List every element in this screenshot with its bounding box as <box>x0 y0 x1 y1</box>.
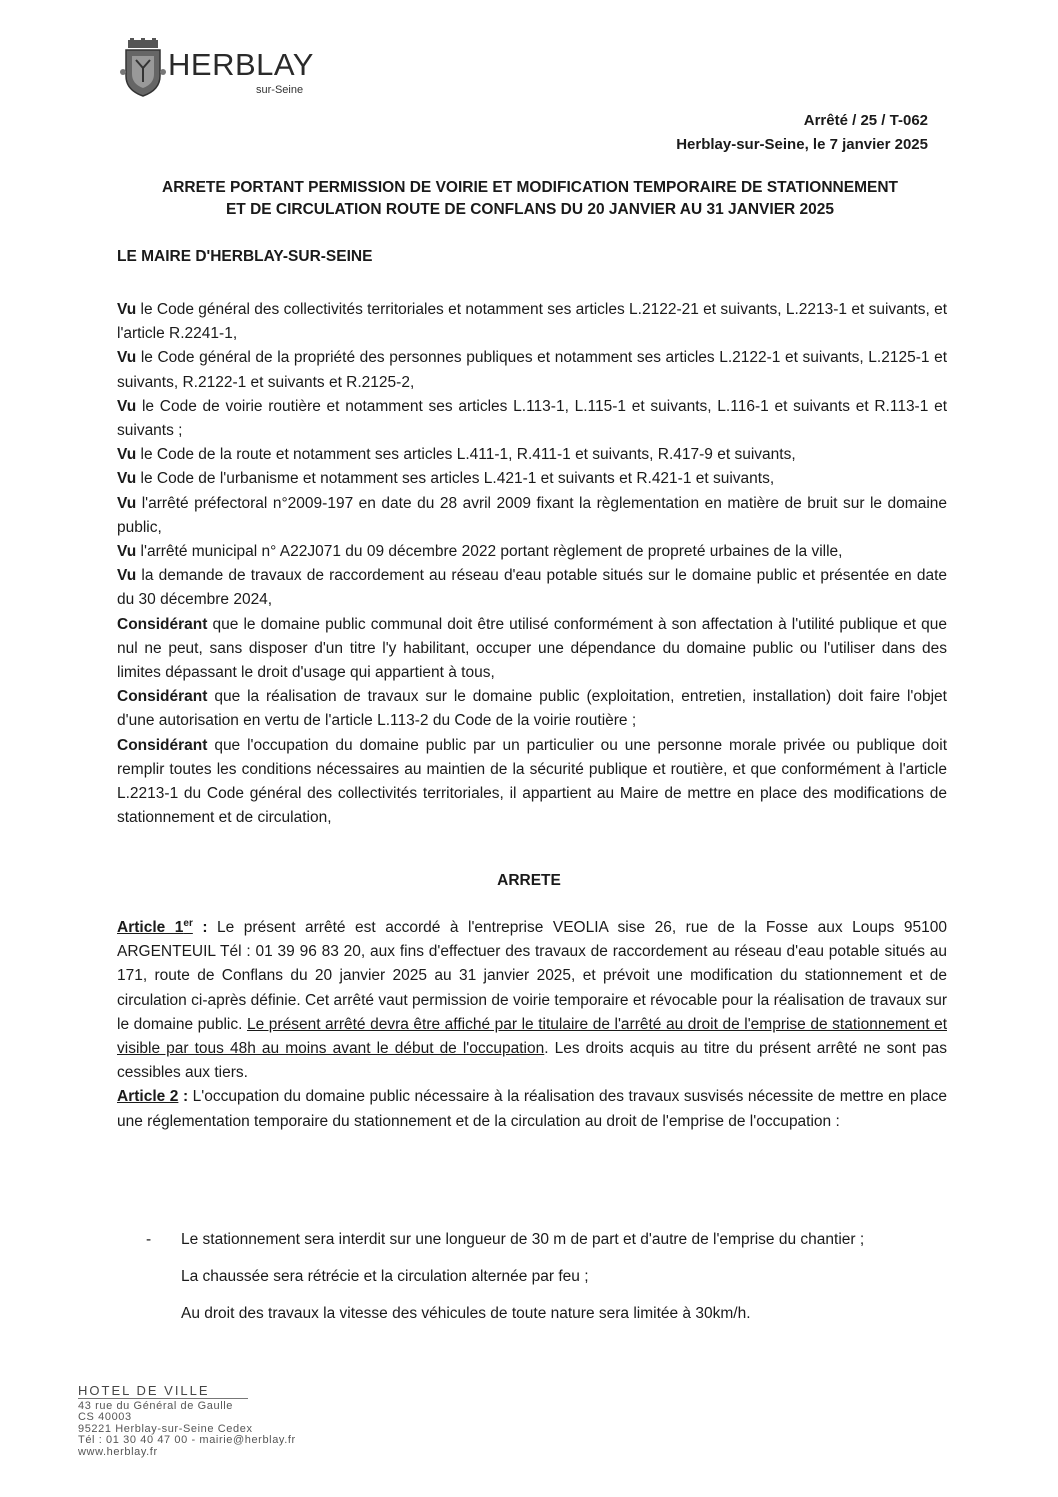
whereas-clause <box>117 540 947 564</box>
whereas-clause <box>117 395 947 443</box>
measure-text: Au droit des travaux la vitesse des véhicules de toute nature sera limitée à 30km/h. <box>181 1305 751 1322</box>
clause-lead: Vu <box>117 301 137 318</box>
clause-lead: Vu <box>117 494 137 512</box>
whereas-clause <box>117 685 947 733</box>
clause-text: le Code de l'urbanisme et notamment ses articles L.421-1 et suivants et R.421-1 et suivants, <box>136 470 775 488</box>
clause-lead: Vu <box>117 470 137 488</box>
clause-lead: Considérant <box>117 615 208 633</box>
footer-line: CS 40003 <box>78 1411 132 1423</box>
clause-lead: Considérant <box>117 688 208 706</box>
title-line-1: ARRETE PORTANT PERMISSION DE VOIRIE ET MODIFICATION TEMPORAIRE DE STATIONNEMENT <box>162 179 898 196</box>
whereas-clauses <box>117 298 947 830</box>
measure-item <box>140 1261 950 1293</box>
measure-item <box>140 1298 950 1330</box>
article-1-colon: : <box>192 919 208 936</box>
footer-line: www.herblay.fr <box>78 1445 158 1458</box>
footer-address <box>78 1385 296 1458</box>
city-crest-icon <box>118 38 168 98</box>
clause-text: le Code de voirie routière et notamment ses articles L.113-1, L.115-1 et suivants, L.116-1 et suivants et R.113-1 et suivants ; <box>117 397 947 440</box>
document-reference <box>676 109 928 157</box>
whereas-clause <box>117 734 947 831</box>
issuing-authority: LE MAIRE D'HERBLAY-SUR-SEINE <box>117 248 373 265</box>
city-logo <box>118 38 328 100</box>
clause-text: l'arrêté préfectoral n°2009-197 en date du 28 avril 2009 fixant la règlementation en matière de bruit sur le domaine public, <box>117 494 947 536</box>
whereas-clause <box>117 346 947 394</box>
clause-text: le Code général des collectivités territoriales et notamment ses articles L.2122-21 et suivants, L.2213-1 et suivants, et l'article R.2241-1, <box>117 301 947 343</box>
decision-heading: ARRETE <box>497 872 561 889</box>
measure-text: La chaussée sera rétrécie et la circulation alternée par feu ; <box>181 1268 589 1285</box>
whereas-clause <box>117 298 947 346</box>
clause-lead: Vu <box>117 543 137 561</box>
clause-text: le Code général de la propriété des personnes publiques et notamment ses articles L.2122-1 et suivants, L.2125-1 et suivants, R.2122-1 et suivants et R.2125-2, <box>117 349 947 391</box>
clause-text: la demande de travaux de raccordement au réseau d'eau potable situés sur le domaine public et présentée en date du 30 décembre 2024, <box>117 567 947 609</box>
article-1-notice: Le présent arrêté devra être affiché par le titulaire de l'arrêté au droit de l'emprise de stationnement et visible par tous 48h au moins avant le début de l'occupation <box>117 1015 947 1058</box>
clause-lead: Vu <box>117 567 137 585</box>
clause-text: que l'occupation du domaine public par un particulier ou une personne morale privée ou publique doit remplir toutes les conditions nécessaires au maintien de la sécurité publique et routière, et que conformément à l'article L.2213-1 du Code général des collectivités territoriales, il appartient au Maire de mettre en place des modifications de stationnement et de circulation, <box>117 736 947 827</box>
traffic-measures <box>140 1224 950 1335</box>
logo-name: HERBLAY <box>168 47 314 82</box>
clause-text: que le domaine public communal doit être utilisé conformément à son affectation à l'utilité publique et que nul ne peut, sans disposer d'un titre l'y habilitant, occuper une dépendance du domaine public ou l'utiliser dans des limites dépassant le droit d'usage qui appartient à tous, <box>117 615 947 682</box>
article-2-label: Article 2 <box>117 1088 179 1106</box>
list-dash: - <box>146 1231 152 1248</box>
title-line-2: ET DE CIRCULATION ROUTE DE CONFLANS DU 20 JANVIER AU 31 JANVIER 2025 <box>225 201 835 218</box>
logo-subtitle: sur-Seine <box>256 84 304 96</box>
decree-number: Arrêté / 25 / T-062 <box>803 112 928 129</box>
clause-lead: Vu <box>117 349 137 367</box>
whereas-clause <box>117 613 947 686</box>
whereas-clause <box>117 443 947 467</box>
clause-text: le Code de la route et notamment ses articles L.411-1, R.411-1 et suivants, R.417-9 et suivants, <box>136 446 796 464</box>
measure-text: Le stationnement sera interdit sur une longueur de 30 m de part et d'autre de l'emprise du chantier ; <box>181 1231 865 1248</box>
footer-line: 43 rue du Général de Gaulle <box>78 1399 234 1412</box>
clause-lead: Considérant <box>117 736 208 754</box>
whereas-clause <box>117 467 947 491</box>
clause-lead: Vu <box>117 397 137 415</box>
place-date: Herblay-sur-Seine, le 7 janvier 2025 <box>676 136 928 153</box>
article-2 <box>117 1085 947 1133</box>
article-1-tail: . Les droits acquis au titre du présent arrêté ne sont pas cessibles aux tiers. <box>117 1040 947 1082</box>
document-title <box>70 177 990 221</box>
clause-text: l'arrêté municipal n° A22J071 du 09 décembre 2022 portant règlement de propreté urbaines de la ville, <box>136 543 843 561</box>
article-2-colon: : <box>178 1088 189 1106</box>
clause-lead: Vu <box>117 446 137 464</box>
measure-item <box>140 1224 950 1256</box>
footer-heading: HOTEL DE VILLE <box>78 1385 248 1399</box>
whereas-clause <box>117 492 947 540</box>
article-1-label: Article 1er <box>117 917 193 936</box>
article-1-text: Le présent arrêté est accordé à l'entreprise VEOLIA sise 26, rue de la Fosse aux Loups 95100 ARGENTEUIL Tél : 01 39 96 83 20, aux fins d'effectuer des travaux de raccordement au réseau d'eau potable situés au 171, route de Conflans du 20 janvier 2025 au 31 janvier 2025, et prévoit une modification du stationnement et de circulation ci-après définie. Cet arrêté vaut permission de voirie temporaire et révocable pour la réalisation de travaux sur le domaine public. <box>117 919 948 1033</box>
footer-line: 95221 Herblay-sur-Seine Cedex <box>78 1422 253 1435</box>
article-2-text: L'occupation du domaine public nécessaire à la réalisation des travaux susvisés nécessite de mettre en place une réglementation temporaire du stationnement et de la circulation au droit de l'emprise de l'occupation : <box>117 1088 947 1130</box>
whereas-clause <box>117 564 947 612</box>
footer-line: Tél : 01 30 40 47 00 - mairie@herblay.fr <box>78 1434 296 1446</box>
articles <box>117 916 947 1134</box>
clause-text: que la réalisation de travaux sur le domaine public (exploitation, entretien, installation) doit faire l'objet d'une autorisation en vertu de l'article L.113-2 du Code de la voirie routière ; <box>117 688 947 730</box>
article-1 <box>117 916 947 1085</box>
